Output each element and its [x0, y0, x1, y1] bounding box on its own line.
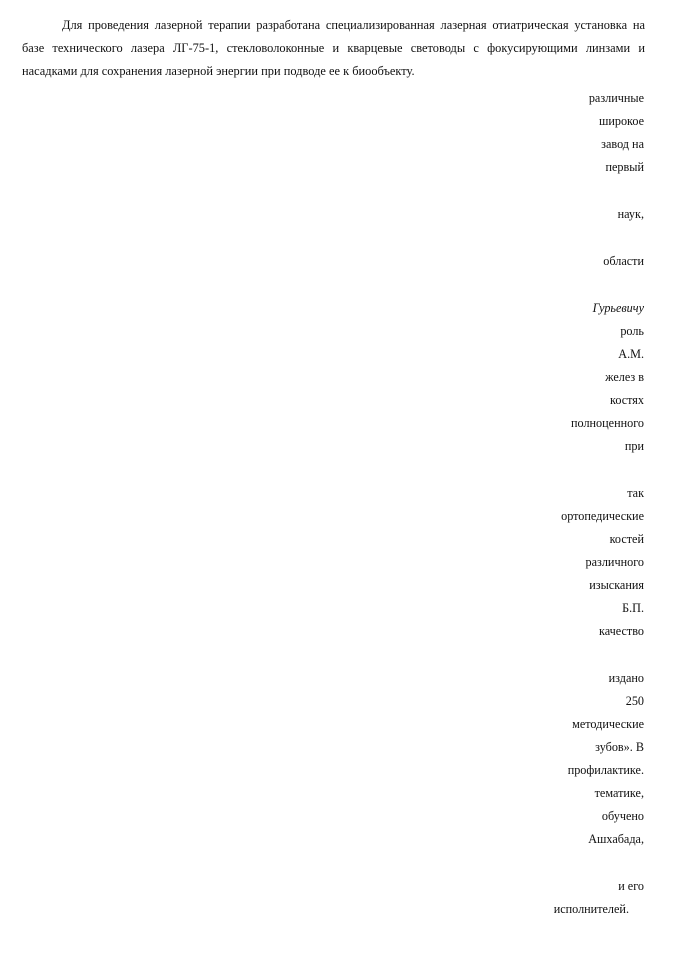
fragment-text: качество: [598, 624, 644, 638]
fragment-text: Гурьевичу: [592, 301, 644, 315]
fragment-text: различного: [585, 555, 644, 569]
fragment-text: и его: [618, 879, 644, 893]
fragment-text: при: [624, 439, 644, 453]
fragment-text: роль: [620, 324, 644, 338]
fragment-text: исполнителей.: [553, 902, 629, 916]
fragment-text: методические: [572, 717, 644, 731]
fragment-text: Ашхабада,: [588, 832, 644, 846]
fragment-text: А.М.: [618, 347, 644, 361]
fragment-text: издано: [608, 671, 644, 685]
fragment-text: первый: [605, 160, 644, 174]
fragment-text: изыскания: [589, 578, 644, 592]
main-paragraph: Для проведения лазерной терапии разработана специализированная лазерная отиатрическая установка на базе технического лазера ЛГ-75-1, стекловолоконные и кварцевые световоды с фокусирующими линзами и насадками для сохранения лазерной энергии при подводе ее к биообъекту.: [22, 18, 645, 78]
fragment-text: 250: [625, 694, 644, 708]
fragment-text: так: [627, 486, 644, 500]
fragment-text: желез в: [605, 370, 644, 384]
fragment-text: завод на: [601, 137, 644, 151]
fragment-text: обучено: [601, 809, 644, 823]
fragment-text: костей: [609, 532, 644, 546]
fragment-text: широкое: [598, 114, 644, 128]
fragment-text: области: [603, 254, 644, 268]
fragment-text: различные: [588, 91, 644, 105]
fragment-text: полноценного: [570, 416, 644, 430]
fragment-text: ортопедические: [561, 509, 644, 523]
fragment-text: профилактике.: [567, 763, 644, 777]
fragment-text: зубов». В: [595, 740, 644, 754]
fragment-text: Б.П.: [622, 601, 644, 615]
fragment-text: наук,: [617, 207, 644, 221]
fragment-text: тематике,: [594, 786, 644, 800]
fragment-text: костях: [610, 393, 644, 407]
